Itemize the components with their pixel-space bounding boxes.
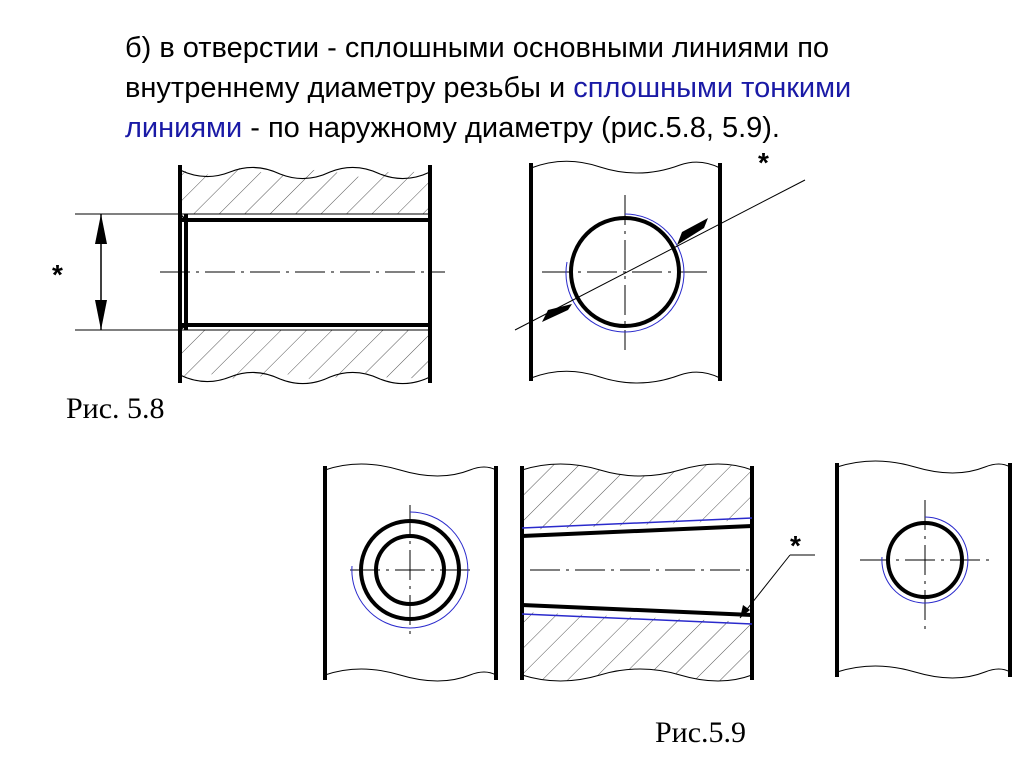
caption-fig-5-9: Рис.5.9 <box>655 716 747 749</box>
text-line-2-highlight: сплошными тонкими <box>573 72 852 104</box>
leader-asterisk-fig59: * <box>790 530 801 561</box>
fig59-end-view-right <box>837 461 1010 678</box>
fig59-tapered-section <box>522 464 815 681</box>
caption-fig-5-8: Рис. 5.8 <box>66 392 165 425</box>
text-line-3-highlight: линиями <box>125 112 243 144</box>
fig58-end-view <box>515 147 805 383</box>
text-line-2-part-1: внутреннему диаметру резьбы и <box>125 72 574 104</box>
text-line-3-part-2: - по наружному диаметру (рис.5.8, 5.9). <box>242 112 780 144</box>
fig58-section-view <box>52 165 445 384</box>
fig59-end-view-left <box>325 464 496 681</box>
leader-asterisk-fig58: * <box>758 147 769 178</box>
text-line-1: б) в отверстии - сплошными основными линиями по <box>125 32 830 64</box>
dimension-asterisk: * <box>52 259 63 290</box>
